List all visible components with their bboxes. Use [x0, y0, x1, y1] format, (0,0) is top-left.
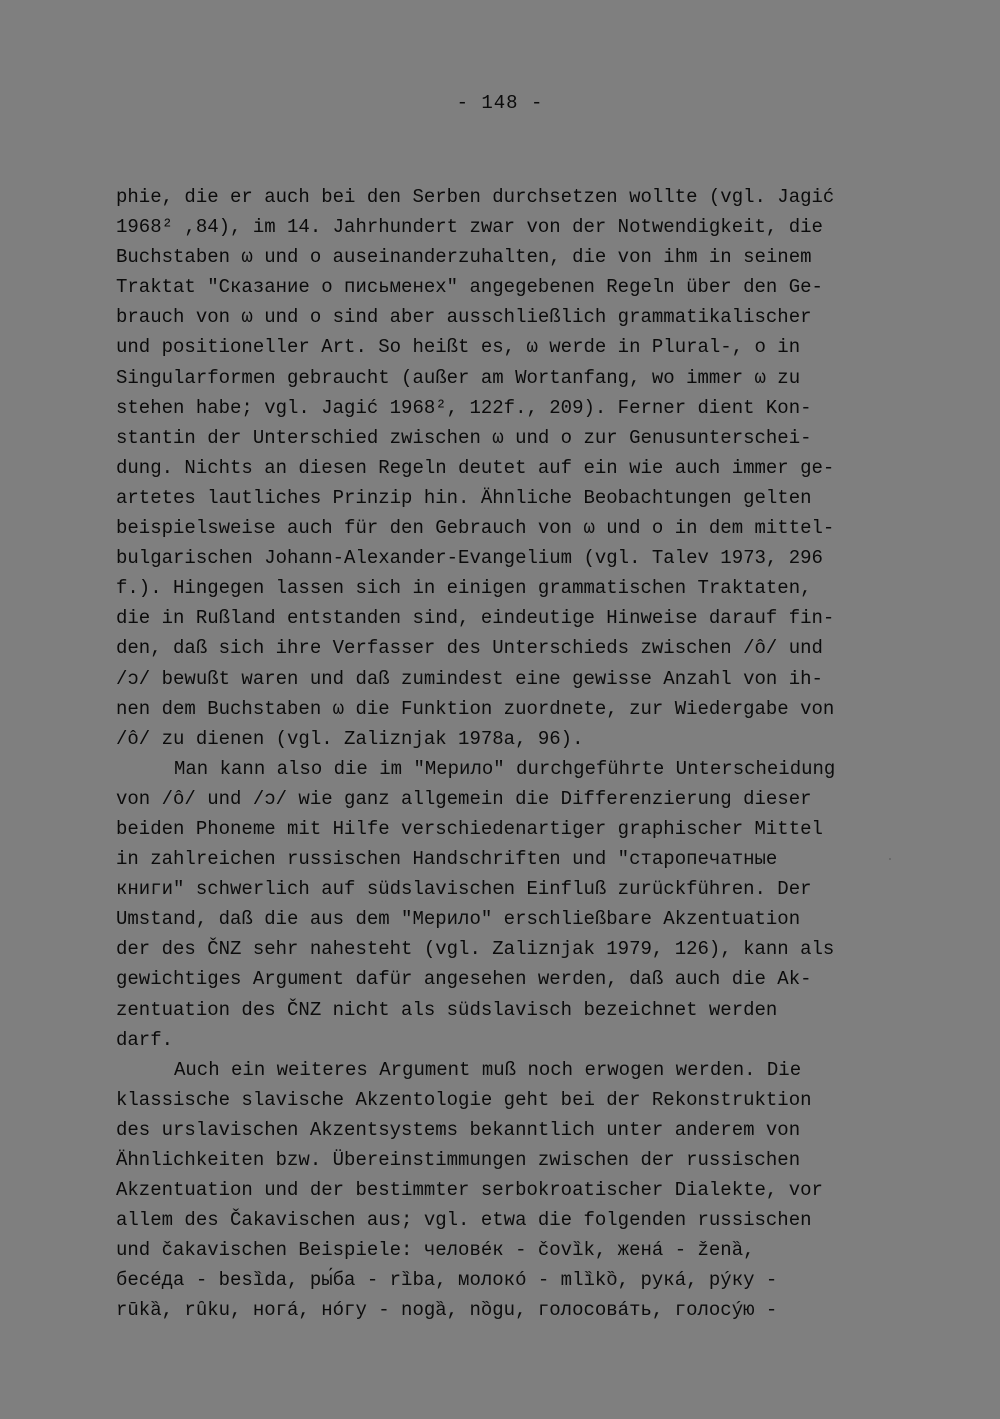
text-line: f.). Hingegen lassen sich in einigen grammatischen Traktaten, — [116, 577, 812, 600]
text-line: Auch ein weiteres Argument muß noch erwogen werden. Die — [174, 1058, 802, 1081]
text-line: Ähnlichkeiten bzw. Übereinstimmungen zwischen der russischen — [116, 1149, 801, 1171]
text-line: der des ČNZ sehr nahesteht (vgl. Zaliznjak 1979, 126), kann als — [116, 938, 835, 961]
text-line: artetes lautliches Prinzip hin. Ähnliche Beobachtungen gelten — [116, 486, 812, 509]
text-line: beispielsweise auch für den Gebrauch von ω und o in dem mittel- — [116, 517, 835, 540]
text-line: Traktat "Сказание о письменех" angegebenen Regeln über den Ge- — [116, 276, 823, 299]
text-line: rūkȁ, rȗku, ногá, нóгу - nogȁ, nȍgu, голосовáть, голосýю - — [116, 1299, 778, 1322]
text-line: und positioneller Art. So heißt es, ω werde in Plural-, o in — [116, 336, 801, 359]
text-line: allem des Čakavischen aus; vgl. etwa die folgenden russischen — [116, 1209, 812, 1232]
text-line: klassische slavische Akzentologie geht bei der Rekonstruktion — [116, 1088, 812, 1111]
text-line: Umstand, daß die aus dem "Мерило" erschließbare Akzentuation — [116, 908, 801, 931]
text-line: von /ô/ und /ɔ/ wie ganz allgemein die Differenzierung dieser — [116, 787, 812, 810]
text-line: nen dem Buchstaben ω die Funktion zuordnete, zur Wiedergabe von — [116, 697, 835, 720]
page-number: - 148 - — [456, 92, 544, 114]
body-text — [116, 182, 876, 1326]
text-line: dung. Nichts an diesen Regeln deutet auf ein wie auch immer ge- — [116, 456, 835, 479]
text-line: und čakavischen Beispiele: человéк - čovȉk, женá - ženȁ, — [116, 1239, 755, 1262]
text-line: des urslavischen Akzentsystems bekanntlich unter anderem von — [116, 1118, 801, 1141]
text-line: книги" schwerlich auf südslavischen Einfluß zurückführen. Der — [116, 878, 812, 901]
text-line: Akzentuation und der bestimmter serbokroatischer Dialekte, vor — [116, 1179, 823, 1202]
text-line: /ô/ zu dienen (vgl. Zaliznjak 1978a, 96). — [116, 727, 584, 750]
text-line: zentuation des ČNZ nicht als südslavisch bezeichnet werden — [116, 998, 778, 1021]
text-line: /ɔ/ bewußt waren und daß zumindest eine gewisse Anzahl von ih- — [116, 667, 823, 690]
text-line: den, daß sich ihre Verfasser des Unterschieds zwischen /ô/ und — [116, 637, 823, 660]
scan-artifact — [889, 858, 891, 860]
text-line: brauch von ω und o sind aber ausschließlich grammatikalischer — [116, 306, 812, 329]
text-line: stantin der Unterschied zwischen ω und o zur Genusunterschei- — [116, 426, 812, 449]
text-line: Man kann also die im "Мерило" durchgeführte Unterscheidung — [174, 757, 836, 780]
text-line: 1968² ,84), im 14. Jahrhundert zwar von der Notwendigkeit, die — [116, 216, 823, 239]
text-line: bulgarischen Johann-Alexander-Evangelium (vgl. Talev 1973, 296 — [116, 547, 823, 570]
text-line: phie, die er auch bei den Serben durchsetzen wollte (vgl. Jagić — [116, 186, 835, 208]
text-line: Buchstaben ω und o auseinanderzuhalten, die von ihm in seinem — [116, 246, 812, 269]
text-line: gewichtiges Argument dafür angesehen werden, daß auch die Ak- — [116, 968, 812, 991]
text-line: darf. — [116, 1028, 174, 1051]
text-line: бесéда - besȉda, ры́ба - rȉba, молокó - mlȉkȍ, рукá, рýку - — [116, 1269, 778, 1292]
text-line: Singularformen gebraucht (außer am Wortanfang, wo immer ω zu — [116, 366, 801, 389]
text-line: beiden Phoneme mit Hilfe verschiedenartiger graphischer Mittel — [116, 817, 823, 840]
text-line: in zahlreichen russischen Handschriften und "старопечатные — [116, 848, 778, 871]
text-line: stehen habe; vgl. Jagić 1968², 122f., 209). Ferner dient Kon- — [116, 396, 812, 419]
text-line: die in Rußland entstanden sind, eindeutige Hinweise darauf fin- — [116, 607, 835, 630]
